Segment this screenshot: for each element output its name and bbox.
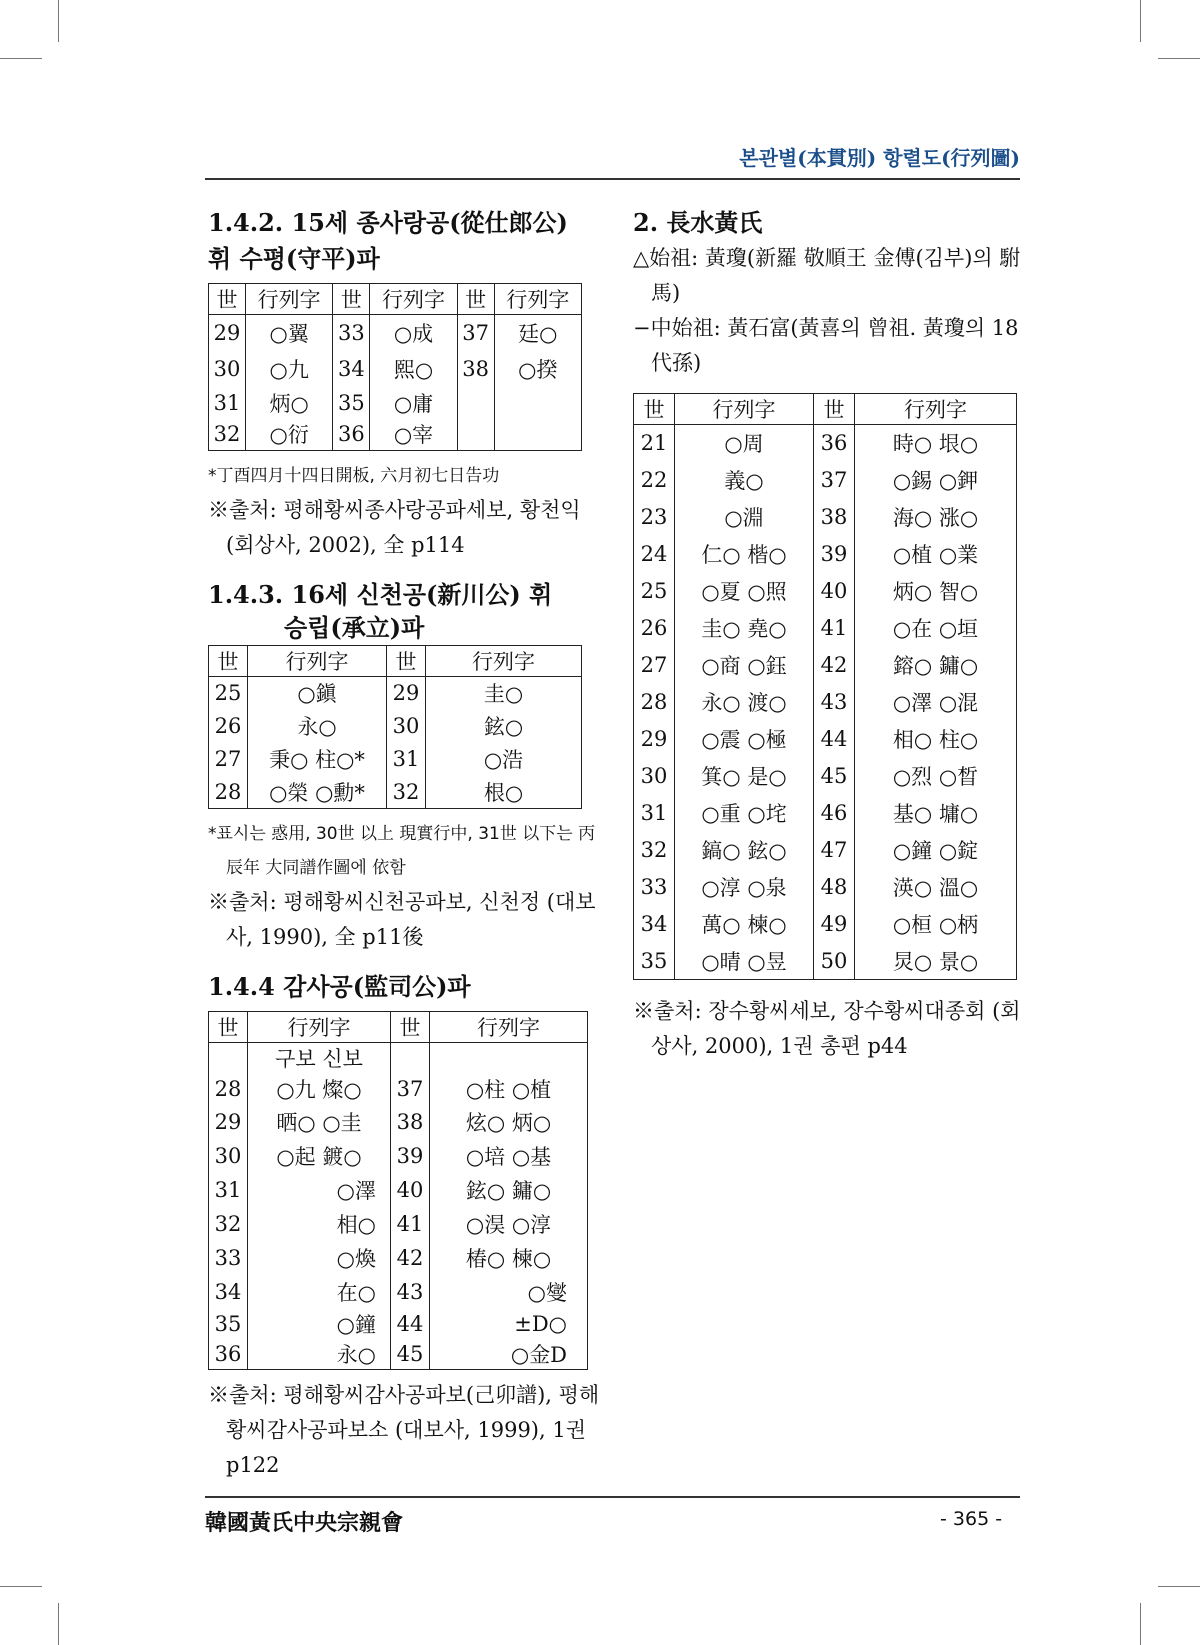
cell: ○宰 [370,419,457,451]
table-row [209,710,582,743]
cell: ○淏 ○淳 [430,1207,588,1241]
cell: 25 [634,573,675,610]
column-header: 行列字 [370,284,457,315]
cell: ○煥 [248,1241,391,1275]
cell: 36 [814,425,855,462]
cell: 38 [457,351,494,387]
cell [494,387,581,419]
cell: 33 [209,1241,248,1275]
cell: ○翼 [246,315,333,351]
column-header: 世 [333,284,370,315]
section-title: 1.4.4 감사공(監司公)파 [208,972,471,1001]
cell: 48 [814,869,855,906]
crop-mark [0,58,42,59]
cell: 時○ 垠○ [855,425,1017,462]
cell: 渶○ 溫○ [855,869,1017,906]
cell: ○澤 ○混 [855,684,1017,721]
cell: ○植 ○業 [855,536,1017,573]
cell: 鉉○ [426,710,582,743]
cell [494,419,581,451]
source-citation: ※출처: 평해황씨감사공파보(己卯譜), 평해황씨감사공파보소 (대보사, 1999), 1권 p122 [208,1383,600,1477]
table-note: *丁酉四月十四日開板, 六月初七日告功 [208,466,500,486]
column-header: 世 [209,1012,248,1043]
cell: 仁○ 楷○ [675,536,814,573]
table-row [209,1309,588,1339]
cell: ○揆 [494,351,581,387]
cell: 28 [209,1073,248,1105]
cell: 秉○ 柱○* [248,743,387,776]
cell: 31 [209,387,246,419]
cell: 44 [391,1309,430,1339]
crop-mark [1158,58,1200,59]
source-citation: ※출처: 평해황씨종사랑공파세보, 황천익 (회상사, 2002), 全 p114 [208,498,581,557]
cell: 33 [634,869,675,906]
table-row [209,387,582,419]
cell: 箕○ 是○ [675,758,814,795]
cell: 32 [634,832,675,869]
table-row [209,419,582,451]
cell: 晒○ ○圭 [248,1105,391,1139]
cell [457,419,494,451]
cell: ○燮 [430,1275,588,1309]
crop-mark [0,1586,42,1587]
table-row [209,1073,588,1105]
cell: 32 [209,1207,248,1241]
section-1-4-4 [208,969,603,1483]
section-title [208,205,603,277]
cell: ○桓 ○柄 [855,906,1017,943]
column-header: 世 [209,646,248,677]
column-header: 行列字 [430,1012,588,1043]
cell: 37 [457,315,494,351]
cell: ○鎭 [248,677,387,710]
cell: ○九 [246,351,333,387]
publisher-name: 韓國黃氏中央宗親會 [205,1510,404,1536]
table-subheader-row [209,1043,588,1074]
cell: ○鐘 ○錠 [855,832,1017,869]
cell: ○商 ○鈺 [675,647,814,684]
table-row [209,1241,588,1275]
table-row [634,499,1017,536]
cell: 廷○ [494,315,581,351]
table-row [209,315,582,351]
table-row [209,1139,588,1173]
cell: ○起 鍍○ [248,1139,391,1173]
table-row [209,677,582,710]
table-row [634,425,1017,462]
cell: 41 [391,1207,430,1241]
cell [457,387,494,419]
cell: ○浩 [426,743,582,776]
table-row [209,1105,588,1139]
column-header: 行列字 [426,646,582,677]
cell: 30 [209,351,246,387]
column-header: 世 [457,284,494,315]
cell: 45 [814,758,855,795]
cell: ○柱 ○植 [430,1073,588,1105]
cell: 47 [814,832,855,869]
column-header: 行列字 [246,284,333,315]
section-title-line1: 1.4.2. 15세 종사랑공(從仕郎公) [208,208,568,237]
cell: 相○ [248,1207,391,1241]
cell: 25 [209,677,248,710]
section-title-line2: 승립(承立)파 [284,613,425,642]
cell: 永○ [248,1339,391,1370]
left-column [208,205,603,1483]
source-citation: ※출처: 평해황씨신천공파보, 신천정 (대보사, 1990), 全 p11後 [208,890,596,949]
progenitor-line: △始祖: 黃瓊(新羅 敬順王 金傅(김부)의 駙馬) [633,246,1021,305]
table-row [209,1339,588,1370]
column-header: 行列字 [248,646,387,677]
cell: 29 [634,721,675,758]
cell: 在○ [248,1275,391,1309]
cell: 萬○ 楝○ [675,906,814,943]
cell: 35 [333,387,370,419]
cell: 29 [209,315,246,351]
cell: 熙○ [370,351,457,387]
column-header: 行列字 [494,284,581,315]
cell: 根○ [426,776,582,809]
cell: 45 [391,1339,430,1370]
cell: 46 [814,795,855,832]
table-row [634,573,1017,610]
header-rule [205,178,1020,180]
cell: 34 [209,1275,248,1309]
cell: 29 [209,1105,248,1139]
cell: 炳○ 智○ [855,573,1017,610]
cell: ○金D [430,1339,588,1370]
column-header: 行列字 [675,394,814,425]
cell: ○培 ○基 [430,1139,588,1173]
mid-progenitor-line: −中始祖: 黃石富(黃喜의 曾祖. 黃瓊의 18代孫) [633,316,1019,375]
cell: 38 [814,499,855,536]
table-row [209,1207,588,1241]
footer-rule [205,1496,1020,1498]
cell: ○庸 [370,387,457,419]
right-column [633,205,1023,1064]
cell: 22 [634,462,675,499]
cell: ○錫 ○鉀 [855,462,1017,499]
cell: ○淳 ○泉 [675,869,814,906]
cell: 永○ 渡○ [675,684,814,721]
table-row [634,758,1017,795]
table-row [634,721,1017,758]
source-citation: ※출처: 장수황씨세보, 장수황씨대종회 (회상사, 2000), 1권 총편 p44 [633,999,1021,1058]
cell: 鉉○ 鏞○ [430,1173,588,1207]
column-header: 世 [814,394,855,425]
cell: 27 [209,743,248,776]
table-row [634,943,1017,980]
cell: 椿○ 楝○ [430,1241,588,1275]
table-row [209,1173,588,1207]
crop-mark [58,1603,59,1645]
crop-mark [58,0,59,42]
column-header: 世 [387,646,426,677]
table-row [209,776,582,809]
version-subheader: 구보 신보 [248,1043,391,1074]
cell: 41 [814,610,855,647]
cell: 37 [814,462,855,499]
table-row [634,869,1017,906]
table-row [209,351,582,387]
cell: 海○ 涨○ [855,499,1017,536]
cell: 30 [387,710,426,743]
cell: 42 [814,647,855,684]
generation-table [208,645,582,809]
table-row [634,795,1017,832]
cell: 炫○ 炳○ [430,1105,588,1139]
crop-mark [1158,1586,1200,1587]
cell: 29 [387,677,426,710]
column-header: 世 [391,1012,430,1043]
cell: 31 [634,795,675,832]
cell: 26 [209,710,248,743]
section-title-line1: 1.4.3. 16세 신천공(新川公) 휘 [208,580,553,609]
cell: ○在 ○垣 [855,610,1017,647]
cell: ○夏 ○照 [675,573,814,610]
table-header-row [209,646,582,677]
generation-table [208,1011,588,1370]
cell: 30 [209,1139,248,1173]
column-header: 行列字 [855,394,1017,425]
cell: 44 [814,721,855,758]
cell: 38 [391,1105,430,1139]
cell: 32 [387,776,426,809]
cell: 圭○ [426,677,582,710]
generation-table [208,283,582,451]
cell: 義○ [675,462,814,499]
cell: ○淵 [675,499,814,536]
crop-mark [1140,1603,1141,1645]
cell: ○澤 [248,1173,391,1207]
table-row [634,462,1017,499]
cell: 27 [634,647,675,684]
cell: 炅○ 景○ [855,943,1017,980]
table-header-row [209,1012,588,1043]
table-row [209,743,582,776]
cell: 50 [814,943,855,980]
cell: 31 [209,1173,248,1207]
cell: 30 [634,758,675,795]
cell: ○九 燦○ [248,1073,391,1105]
cell: 40 [814,573,855,610]
table-row [634,906,1017,943]
cell: 31 [387,743,426,776]
cell: 34 [634,906,675,943]
table-row [634,647,1017,684]
cell: ○晴 ○昱 [675,943,814,980]
table-note: *표시는 惑用, 30世 以上 現實行中, 31世 以下는 丙辰年 大同譜作圖에 依함 [208,824,596,878]
page-number: - 365 - [940,1508,1003,1530]
table-row [634,610,1017,647]
cell: 34 [333,351,370,387]
crop-mark [1140,0,1141,42]
column-header: 世 [634,394,675,425]
cell: 39 [814,536,855,573]
column-header: 行列字 [248,1012,391,1043]
table-row [209,1275,588,1309]
cell: 37 [391,1073,430,1105]
section-title [208,577,603,643]
cell: ○重 ○垞 [675,795,814,832]
cell: ○烈 ○晳 [855,758,1017,795]
cell: 40 [391,1173,430,1207]
section-title: 2. 長水黃氏 [633,208,763,237]
cell: 32 [209,419,246,451]
cell: 42 [391,1241,430,1275]
cell: 相○ 柱○ [855,721,1017,758]
cell: ○周 [675,425,814,462]
cell: 49 [814,906,855,943]
cell: 28 [634,684,675,721]
cell: 21 [634,425,675,462]
cell: 36 [333,419,370,451]
cell: 23 [634,499,675,536]
table-header-row [209,284,582,315]
cell: 43 [814,684,855,721]
table-header-row [634,394,1017,425]
cell: 28 [209,776,248,809]
running-header: 본관별(本貫別) 항렬도(行列圖) [739,146,1020,170]
cell: 鎬○ 鉉○ [675,832,814,869]
table-row [634,536,1017,573]
section-title-line2: 휘 수평(守平)파 [208,244,380,273]
cell: ○衍 [246,419,333,451]
cell: ○鐘 [248,1309,391,1339]
cell: 鎔○ 鏞○ [855,647,1017,684]
cell: 36 [209,1339,248,1370]
cell: ○成 [370,315,457,351]
cell: 33 [333,315,370,351]
cell: 35 [634,943,675,980]
table-row [634,684,1017,721]
cell: 35 [209,1309,248,1339]
section-1-4-2 [208,205,603,563]
cell: ○震 ○極 [675,721,814,758]
table-row [634,832,1017,869]
cell: 基○ 墉○ [855,795,1017,832]
column-header: 世 [209,284,246,315]
cell: 39 [391,1139,430,1173]
cell: 永○ [248,710,387,743]
cell: 24 [634,536,675,573]
cell: ○榮 ○勳* [248,776,387,809]
generation-table [633,393,1017,980]
cell: 43 [391,1275,430,1309]
section-1-4-3 [208,577,603,955]
cell: 26 [634,610,675,647]
cell: ±D○ [430,1309,588,1339]
cell: 炳○ [246,387,333,419]
cell: 圭○ 堯○ [675,610,814,647]
